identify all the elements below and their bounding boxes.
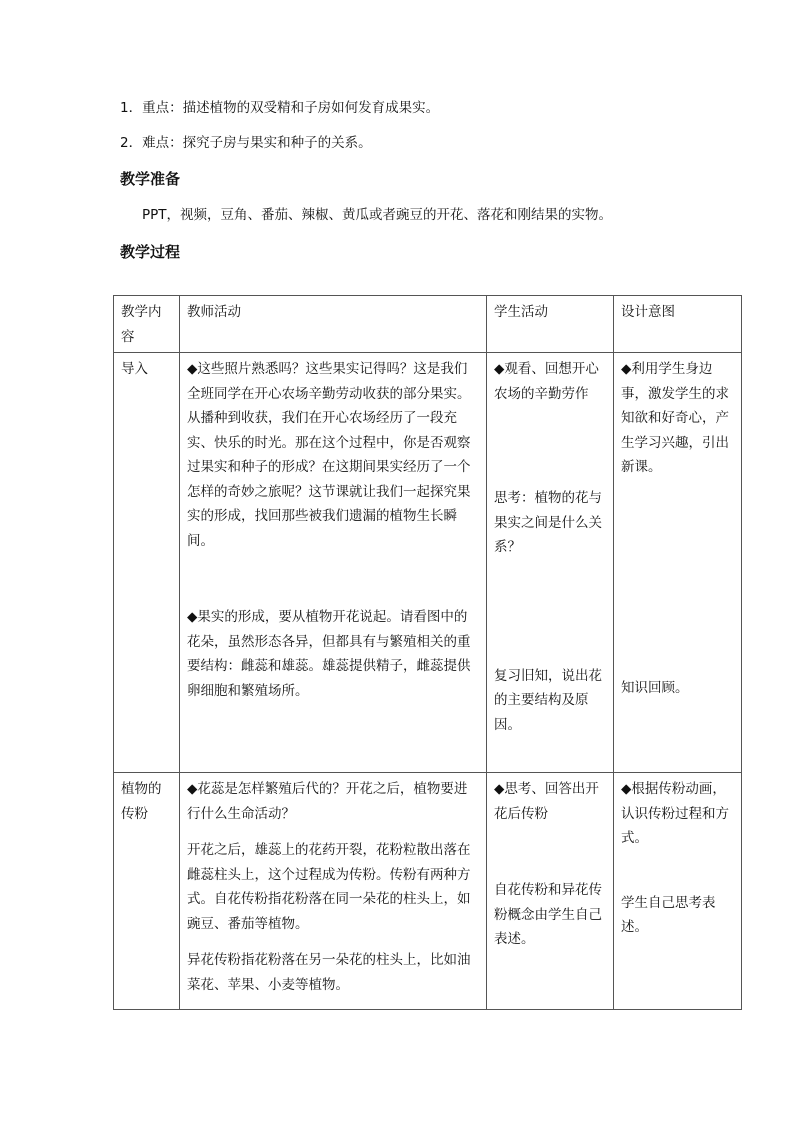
row1-intent-para-2: 知识回顾。 — [621, 679, 689, 696]
table-row — [114, 773, 742, 1010]
header-content-cell — [114, 296, 180, 353]
row1-content: 导入 — [121, 361, 148, 377]
table-header-row — [114, 296, 742, 353]
row2-student-para-2: 自花传粉和异花传粉概念由学生自己表述。 — [494, 882, 602, 947]
header-intent-cell — [614, 296, 742, 353]
process-heading: 教学过程 — [120, 243, 181, 261]
table-row — [114, 353, 742, 773]
header-student-cell — [487, 296, 614, 353]
row1-intent-cell — [614, 353, 742, 773]
row2-intent-cell — [614, 773, 742, 1010]
objective-difficulty: 2．难点：探究子房与果实和种子的关系。 — [120, 135, 372, 151]
header-intent: 设计意图 — [621, 304, 675, 320]
row2-student-cell — [487, 773, 614, 1010]
prep-text: PPT，视频，豆角、番茄、辣椒、黄瓜或者豌豆的开花、落花和刚结果的实物。 — [142, 207, 613, 223]
row1-teacher-cell — [180, 353, 487, 773]
row1-teacher-para-2: ◆果实的形成，要从植物开花说起。请看图中的花朵，虽然形态各异，但都具有与繁殖相关的重要结构：雌蕊和雄蕊。雄蕊提供精子，雌蕊提供卵细胞和繁殖场所。 — [187, 609, 471, 699]
row2-content-cell — [114, 773, 180, 1010]
row2-teacher-para-2: 开花之后，雄蕊上的花药开裂，花粉粒散出落在雌蕊柱头上，这个过程成为传粉。传粉有两种方式。自花传粉指花粉落在同一朵花的柱头上，如豌豆、番茄等植物。 — [187, 842, 471, 932]
header-student: 学生活动 — [494, 304, 548, 320]
lesson-table — [113, 295, 742, 1010]
row1-student-cell — [487, 353, 614, 773]
row1-intent-para-1: ◆利用学生身边事，激发学生的求知欲和好奇心，产生学习兴趣，引出新课。 — [621, 361, 729, 475]
row1-student-para-3: 复习旧知，说出花的主要结构及原因。 — [494, 667, 602, 733]
row2-teacher-para-3: 异花传粉指花粉落在另一朵花的柱头上，比如油菜花、苹果、小麦等植物。 — [187, 952, 471, 993]
row2-intent-para-1: ◆根据传粉动画，认识传粉过程和方式。 — [621, 781, 729, 846]
row2-intent-para-2: 学生自己思考表述。 — [621, 894, 716, 935]
row2-teacher-cell — [180, 773, 487, 1010]
row1-student-para-1: ◆观看、回想开心农场的辛勤劳作 — [494, 361, 599, 402]
row2-student-para-1: ◆思考、回答出开花后传粉 — [494, 781, 599, 822]
header-teacher: 教师活动 — [187, 304, 241, 320]
row1-teacher-para-1: ◆这些照片熟悉吗？这些果实记得吗？这是我们全班同学在开心农场辛勤劳动收获的部分果实。从播种到收获，我们在开心农场经历了一段充实、快乐的时光。那在这个过程中，你是否观察过果实和种子的形成？在这期间果实经历了一个怎样的奇妙之旅呢？这节课就让我们一起探究果实的形成，找回那些被我们遗漏的植物生长瞬间。 — [187, 361, 471, 549]
row1-student-para-2: 思考：植物的花与果实之间是什么关系？ — [494, 490, 602, 555]
header-teacher-cell — [180, 296, 487, 353]
header-content: 教学内容 — [121, 304, 162, 345]
row2-teacher-para-1: ◆花蕊是怎样繁殖后代的？开花之后，植物要进行什么生命活动？ — [187, 781, 468, 822]
row2-content: 植物的传粉 — [121, 781, 162, 822]
row1-content-cell — [114, 353, 180, 773]
objective-key-point: 1．重点：描述植物的双受精和子房如何发育成果实。 — [120, 100, 440, 116]
prep-heading: 教学准备 — [120, 170, 181, 188]
